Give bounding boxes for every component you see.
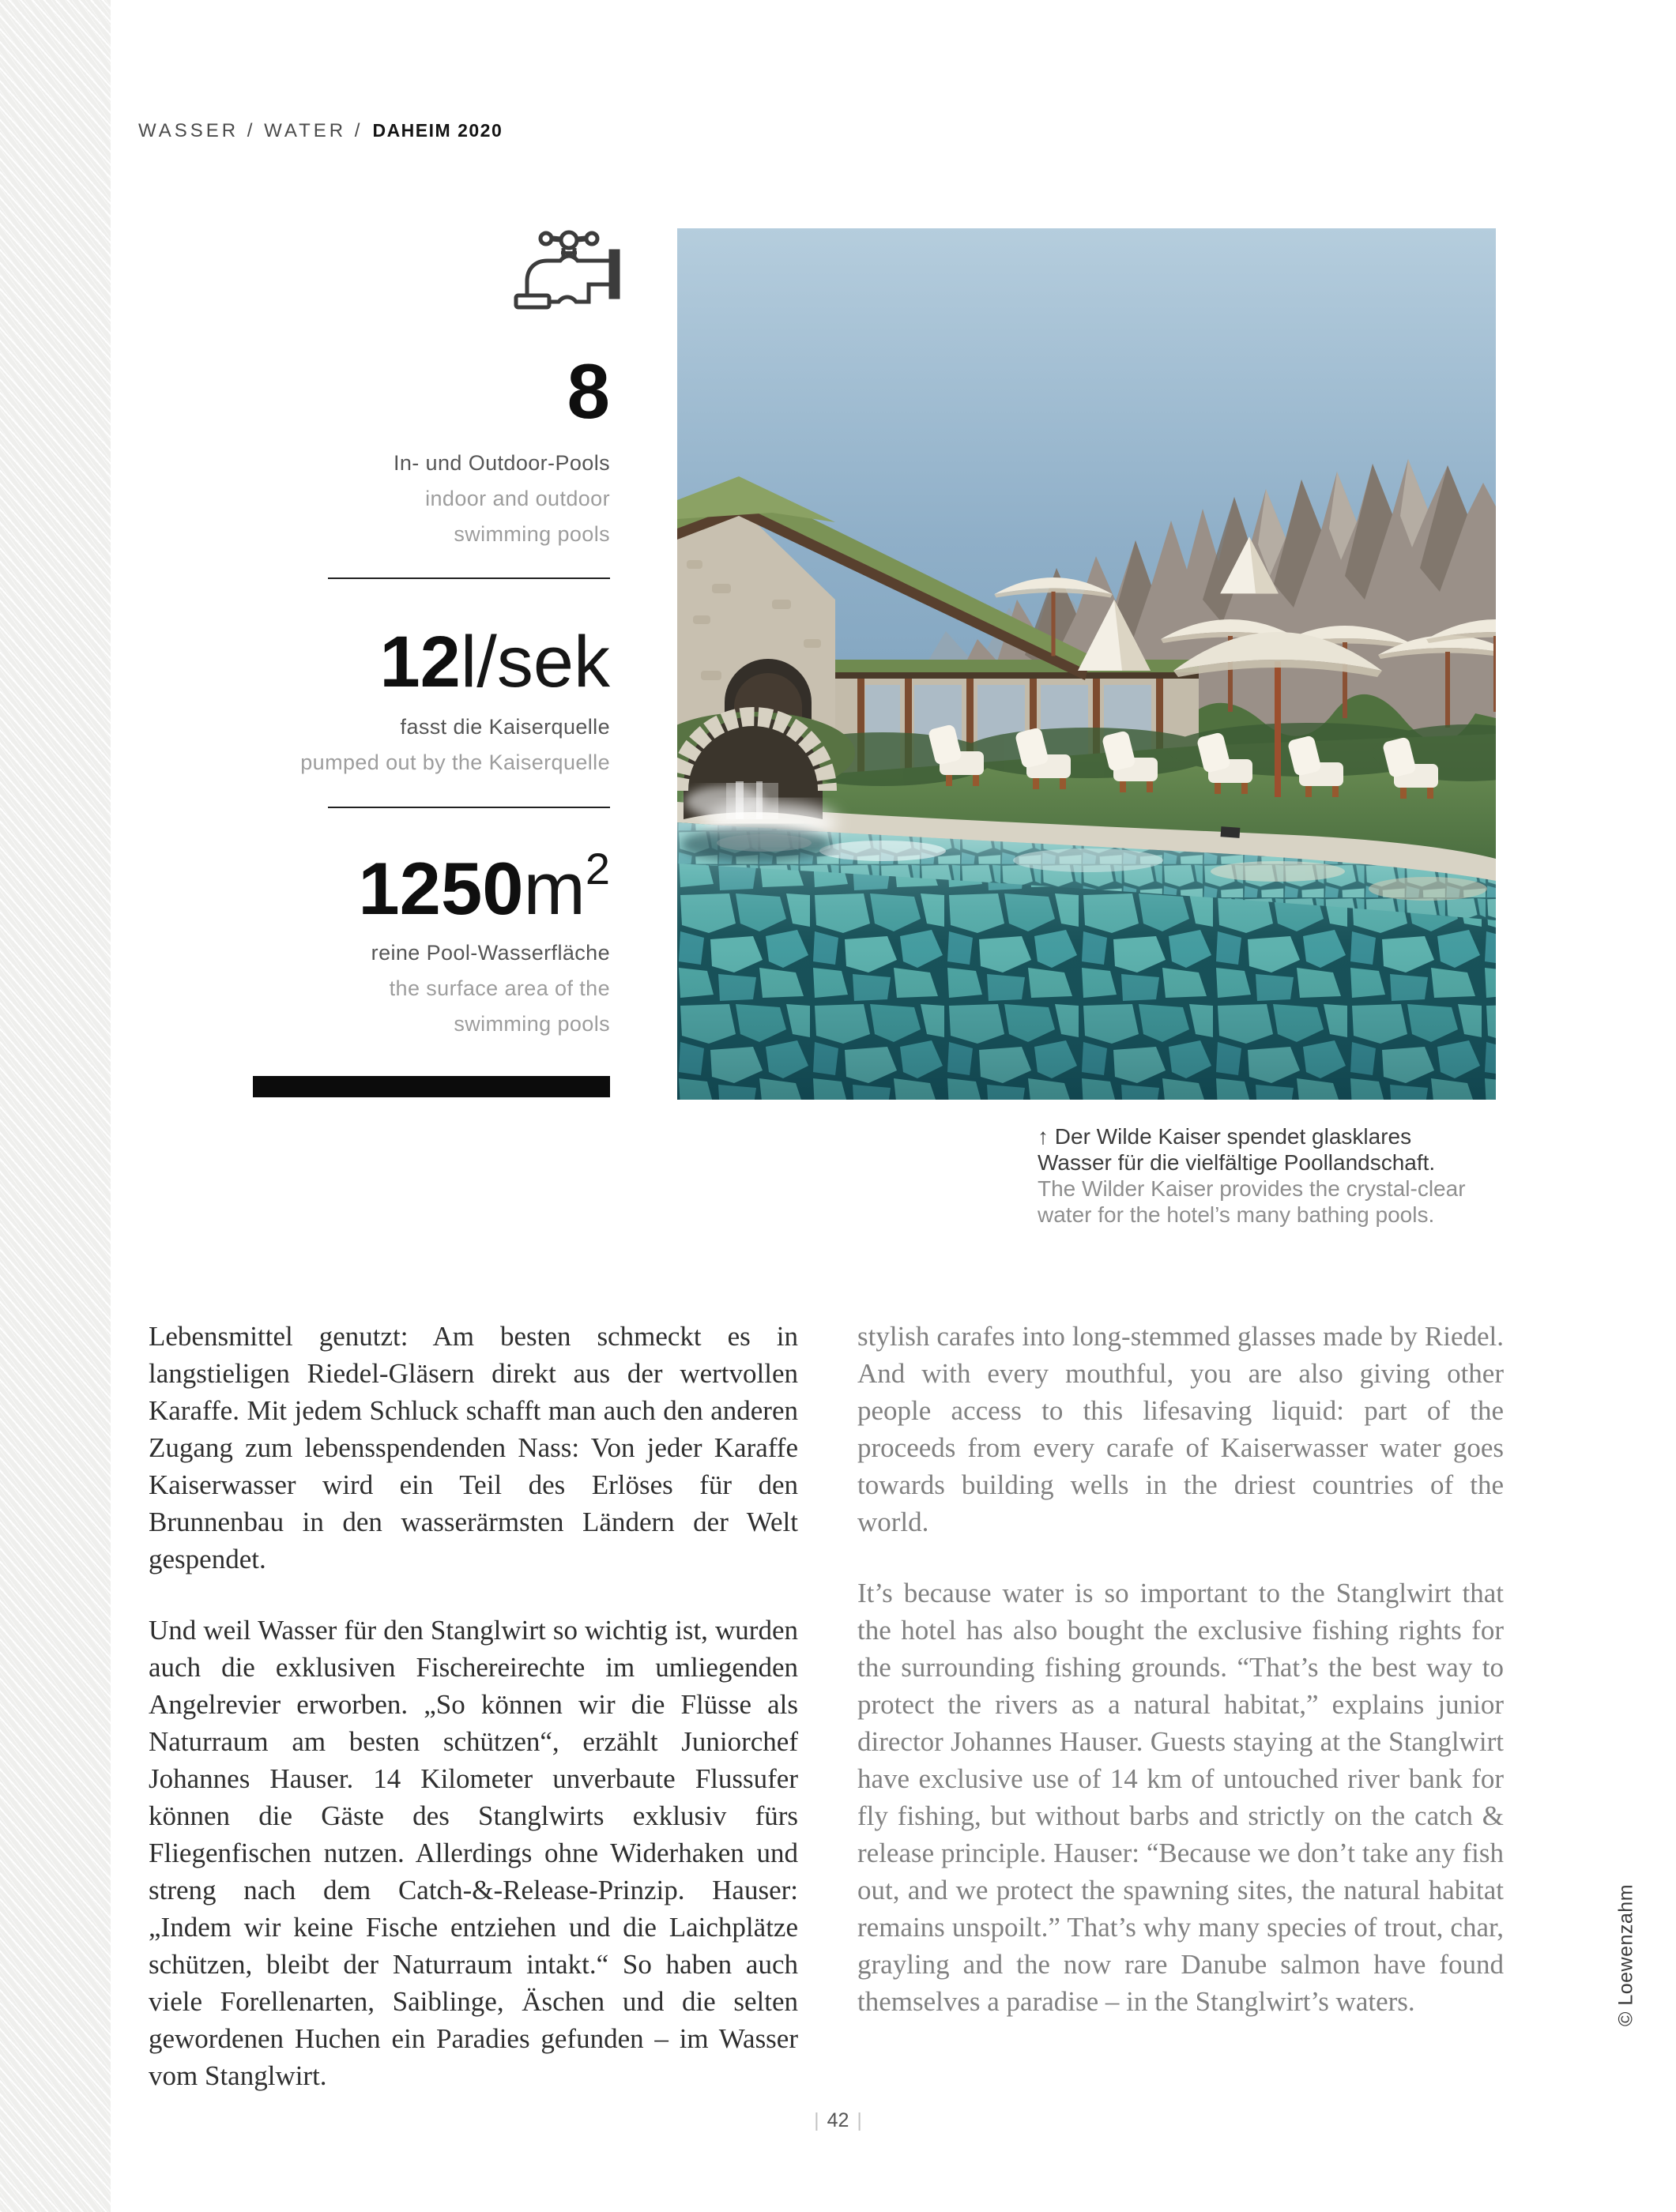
issue-label: DAHEIM 2020	[372, 120, 503, 141]
faucet-icon	[510, 226, 628, 319]
footer-separator: |	[814, 2109, 819, 2131]
caption-de-line1: ↑ Der Wilde Kaiser spendet glasklares	[1038, 1124, 1412, 1149]
stat-pool-area-superscript: 2	[585, 844, 610, 893]
footer-separator: |	[857, 2109, 862, 2131]
caption-en-line2: water for the hotel’s many bathing pools.	[1038, 1202, 1435, 1227]
accent-bar	[253, 1076, 610, 1097]
arrow-up-icon: ↑	[1038, 1124, 1049, 1149]
body-column-german	[149, 1318, 798, 2094]
section-label: WASSER / WATER /	[138, 120, 363, 141]
photo-caption	[1038, 1123, 1512, 1228]
stat-spring-flow	[253, 622, 610, 781]
stat-pools-label-en1: indoor and outdoor	[425, 487, 610, 510]
decorative-edge-pattern	[0, 0, 111, 2212]
body-german-p1: Lebensmittel genutzt: Am besten schmeckt es in langstieligen Riedel-Gläsern direkt aus der wertvollen Karaffe. Mit jedem Schluck schafft man auch den anderen Zugang zum lebensspendenden Nass: Von jeder Karaffe Kaiserwasser wird ein Teil des Erlöses für den Brunnenbau in den wasserärmsten Ländern der Welt gespendet.	[149, 1321, 798, 1574]
stat-pool-area-label-en2: swimming pools	[454, 1012, 610, 1036]
page-footer	[0, 2109, 1676, 2132]
stat-pools-value: 8	[567, 348, 610, 434]
stat-pool-area-label-de: reine Pool-Wasserfläche	[371, 941, 610, 965]
photo-credit: © Loewenzahm	[1614, 1883, 1637, 2027]
skimmer	[1221, 826, 1241, 838]
body-german-p2: Und weil Wasser für den Stanglwirt so wichtig ist, wurden auch die exklusiven Fischereirechte im umliegenden Angelrevier erworben. „So können wir die Flüsse als Naturraum am besten schützen“, erzählt Juniorchef Johannes Hauser. 14 Kilometer unverbaute Flussufer können die Gäste des Stanglwirts exklusiv fürs Fliegenfischen nutzen. Allerdings ohne Widerhaken und streng nach dem Catch-&-Release-Prinzip. Hauser: „Indem wir keine Fische entziehen und die Laichplätze schützen, bleibt der Naturraum intakt.“ So haben auch viele Forellenarten, Saiblinge, Äschen und die selten gewordenen Huchen ein Paradies gefunden – im Wasser vom Stanglwirt.	[149, 1615, 798, 2091]
divider-line	[328, 807, 610, 808]
body-column-english	[857, 1318, 1504, 2020]
body-english-p2: It’s because water is so important to the Stanglwirt that the hotel has also bought the exclusive fishing rights for the surrounding fishing grounds. “That’s the best way to protect the rivers as a natural habitat,” explains junior director Johannes Hauser. Guests staying at the Stanglwirt have exclusive use of 14 km of untouched river bank for fly fishing, but without barbs and strictly on the catch & release principle. Hauser: “Because we don’t take any fish out, and we protect the spawning sites, the natural habitat remains unspoilt.” That’s why many species of trout, char, grayling and the now rare Danube salmon have found themselves a paradise – in the Stanglwirt’s waters.	[857, 1578, 1504, 2017]
page-header	[138, 120, 503, 142]
stat-spring-flow-label-de: fasst die Kaiserquelle	[400, 715, 610, 739]
caption-en-line1: The Wilder Kaiser provides the crystal-clear	[1038, 1176, 1466, 1201]
stat-pool-area-label-en1: the surface area of the	[389, 976, 610, 1000]
stat-spring-flow-label-en: pumped out by the Kaiserquelle	[300, 750, 610, 774]
stat-pool-area-value: 1250m2	[358, 844, 610, 930]
caption-de-line2: Wasser für die vielfältige Poollandschaft.	[1038, 1150, 1436, 1175]
stat-spring-flow-value: 12l/sek	[379, 622, 610, 702]
page-number: 42	[827, 2109, 849, 2131]
body-english-p1: stylish carafes into long-stemmed glasses made by Riedel. And with every mouthful, you are also giving other people access to this lifesaving liquid: part of the proceeds from every carafe of Kaiserwasser water goes towards building wells in the driest countries of the world.	[857, 1321, 1504, 1537]
stat-pools	[253, 348, 610, 552]
stat-pools-label-en2: swimming pools	[454, 522, 610, 546]
divider-line	[328, 577, 610, 579]
stat-pools-label-de: In- und Outdoor-Pools	[393, 451, 610, 475]
stat-pool-area	[253, 844, 610, 1042]
pool-photo	[677, 228, 1496, 1100]
